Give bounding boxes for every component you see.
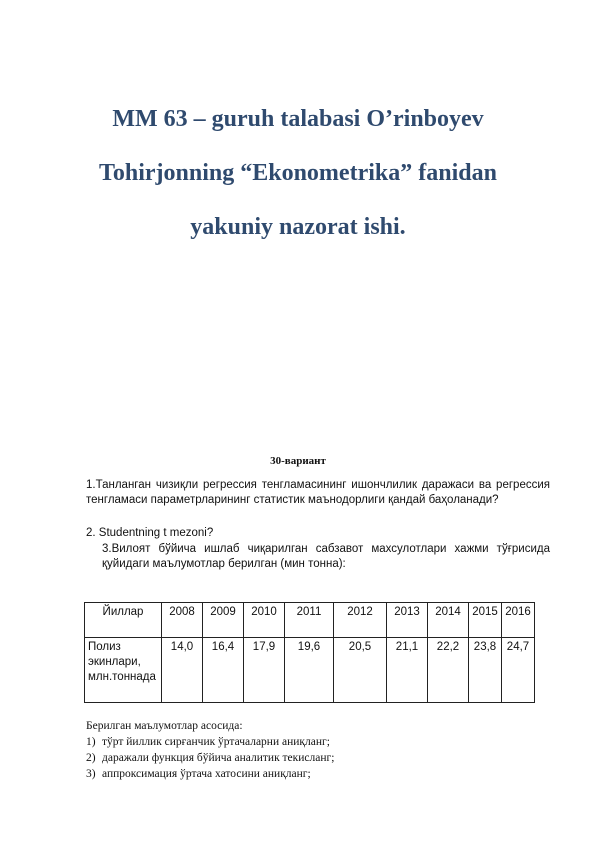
list-item <box>86 750 334 766</box>
year-cell: 2016 <box>502 603 535 638</box>
value-cell: 21,1 <box>387 638 428 703</box>
year-cell: 2011 <box>285 603 334 638</box>
task-list <box>86 734 334 782</box>
year-cell: 2014 <box>428 603 469 638</box>
year-cell: 2012 <box>334 603 387 638</box>
value-cell: 14,0 <box>162 638 203 703</box>
value-cell: 23,8 <box>469 638 502 703</box>
task-text: аппроксимация ўртача хатосини аниқланг; <box>102 768 311 780</box>
year-cell: 2010 <box>244 603 285 638</box>
task-text: тўрт йиллик сирғанчик ўртачаларни аниқланг; <box>102 736 330 748</box>
title-line-1: MM 63 – guruh talabasi O’rinboyev <box>112 106 484 132</box>
value-cell: 24,7 <box>502 638 535 703</box>
value-cell: 16,4 <box>203 638 244 703</box>
table-values-row <box>85 638 535 703</box>
years-header: Йиллар <box>85 603 162 638</box>
year-cell: 2013 <box>387 603 428 638</box>
task-text: даражали функция бўйича аналитик текисланг; <box>102 752 335 764</box>
table-header-row <box>85 603 535 638</box>
year-cell: 2009 <box>203 603 244 638</box>
title-line-3: yakuniy nazorat ishi. <box>190 214 406 240</box>
task-number: 2) <box>86 752 96 764</box>
title-line-2: Tohirjonning “Ekonometrika” fanidan <box>99 160 497 186</box>
value-cell: 20,5 <box>334 638 387 703</box>
row-label: Полиз экинлари, млн.тоннада <box>85 638 162 703</box>
question-3: 3.Вилоят бўйича ишлаб чиқарилган сабзавот махсулотлари хажми тўғрисида қуйидаги маълумотлар берилган (мин тонна): <box>102 543 550 570</box>
year-cell: 2008 <box>162 603 203 638</box>
production-table <box>84 602 535 703</box>
question-2: 2. Studentning t mezoni? <box>86 527 214 539</box>
value-cell: 17,9 <box>244 638 285 703</box>
variant-heading: 30-вариант <box>270 455 326 467</box>
year-cell: 2015 <box>469 603 502 638</box>
value-cell: 19,6 <box>285 638 334 703</box>
value-cell: 22,2 <box>428 638 469 703</box>
list-item <box>86 766 334 782</box>
task-number: 3) <box>86 768 96 780</box>
list-item <box>86 734 334 750</box>
given-text: Берилган маълумотлар асосида: <box>86 720 243 732</box>
task-number: 1) <box>86 736 96 748</box>
question-1: 1.Танланган чизиқли регрессия тенгламасининг ишончлилик даражаси ва регрессия тенгламаси параметрларининг статистик маънодорлиги қандай баҳоланади? <box>86 479 550 506</box>
